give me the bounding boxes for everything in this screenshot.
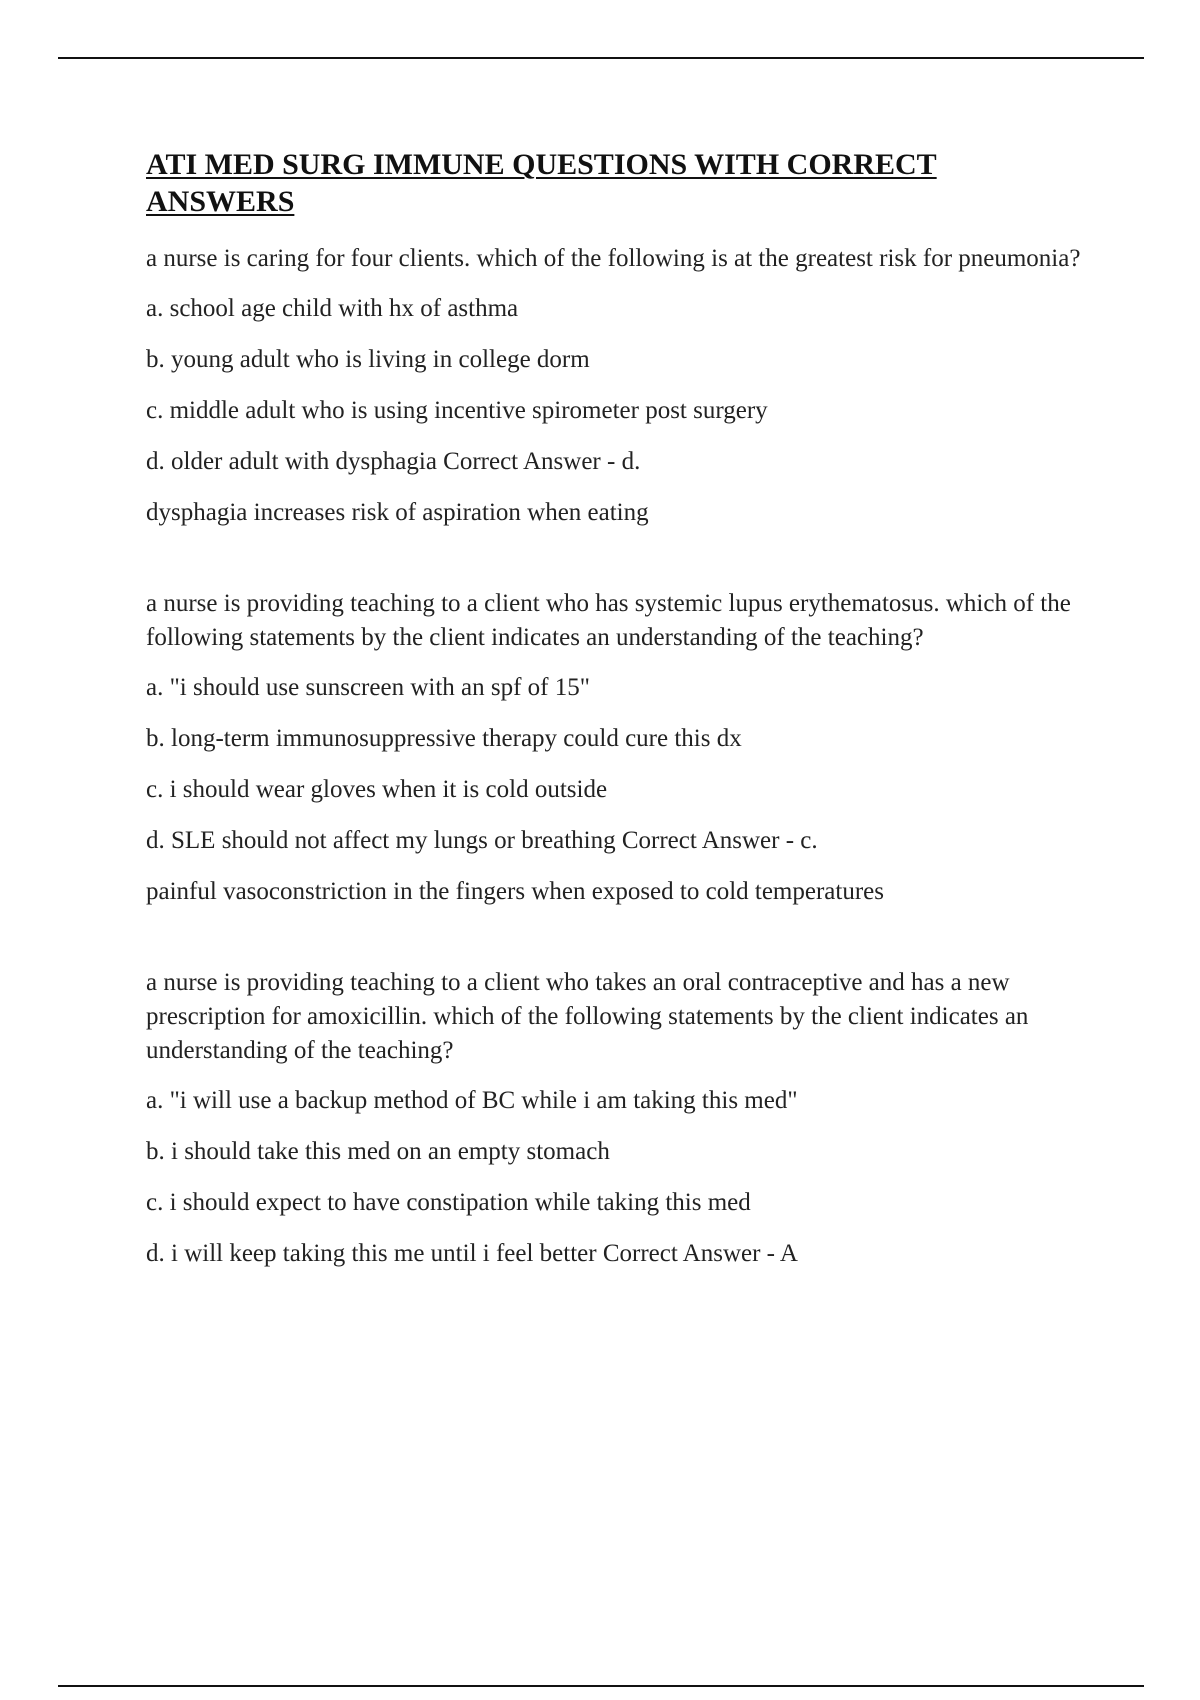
answer-rationale: dysphagia increases risk of aspiration when eating bbox=[146, 499, 649, 526]
document-title: ATI MED SURG IMMUNE QUESTIONS WITH CORRECT ANSWERS bbox=[146, 148, 937, 218]
answer-option-a: a. "i should use sunscreen with an spf of 15" bbox=[146, 674, 590, 701]
answer-option-c: c. i should wear gloves when it is cold outside bbox=[146, 776, 608, 803]
document-body bbox=[146, 146, 1086, 1288]
bottom-rule bbox=[58, 1685, 1144, 1687]
top-rule bbox=[58, 57, 1144, 59]
answer-option-a: a. school age child with hx of asthma bbox=[146, 295, 519, 322]
answer-option-d: d. older adult with dysphagia Correct Answer - d. bbox=[146, 448, 641, 475]
answer-option-c: c. i should expect to have constipation while taking this med bbox=[146, 1189, 751, 1216]
question-3 bbox=[146, 966, 1086, 1271]
question-stem: a nurse is providing teaching to a client who has systemic lupus erythematosus. which of the following statements by the client indicates an understanding of the teaching? bbox=[146, 590, 1071, 651]
answer-option-b: b. i should take this med on an empty stomach bbox=[146, 1138, 610, 1165]
answer-option-a: a. "i will use a backup method of BC while i am taking this med" bbox=[146, 1087, 798, 1114]
question-1 bbox=[146, 242, 1086, 530]
question-stem: a nurse is providing teaching to a client who takes an oral contraceptive and has a new prescription for amoxicillin. which of the following statements by the client indicates an understanding of the teaching? bbox=[146, 969, 1029, 1064]
answer-rationale: painful vasoconstriction in the fingers when exposed to cold temperatures bbox=[146, 878, 884, 905]
question-2 bbox=[146, 587, 1086, 909]
answer-option-d: d. i will keep taking this me until i feel better Correct Answer - A bbox=[146, 1240, 798, 1267]
answer-option-d: d. SLE should not affect my lungs or breathing Correct Answer - c. bbox=[146, 827, 818, 854]
answer-option-b: b. long-term immunosuppressive therapy could cure this dx bbox=[146, 725, 742, 752]
question-stem: a nurse is caring for four clients. which of the following is at the greatest risk for pneumonia? bbox=[146, 245, 1081, 272]
answer-option-b: b. young adult who is living in college dorm bbox=[146, 346, 590, 373]
answer-option-c: c. middle adult who is using incentive spirometer post surgery bbox=[146, 397, 768, 424]
